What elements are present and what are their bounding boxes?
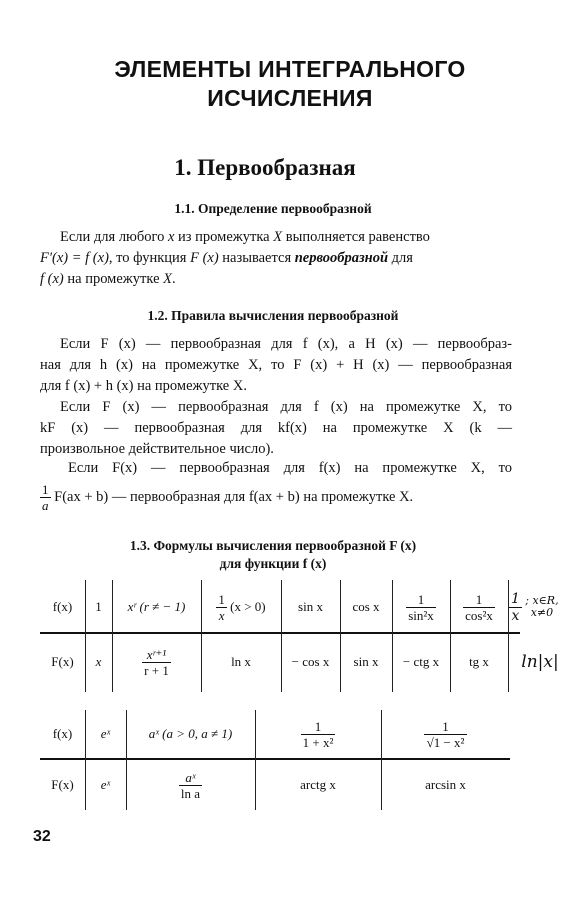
rules-line: kF (x) — первообразная для kf(x) на промежутке X (k — [40,420,512,436]
rules-paragraph-3 [40,458,512,513]
page-number: 32 [33,828,51,845]
rules-line: Если F (x) — первообразная для f (x), а H (x) — первообраз- [60,336,512,352]
rules-line: для f (x) + h (x) на промежутке X. [40,378,247,394]
cell-F-exp: eˣ [100,777,111,792]
cell-f-exp: eˣ [100,726,111,741]
cell-f-inv-cos2 [450,584,508,630]
subsection-title-definition: 1.1. Определение первообразной [174,201,372,216]
cell-f-reciprocal [201,584,281,630]
definition-line-3: f (x) на промежутке X. [40,271,176,287]
cell-f-inv-sin2 [392,584,450,630]
fraction-numerator: aˣ [179,770,202,786]
cell-F-power [112,636,201,688]
condition-text: (x > 0) [230,599,266,614]
cell-F-arcsin: arcsin x [425,777,466,792]
row-label-fx: f(x) [52,599,73,614]
cell-F-neg-cos: − cos x [291,654,330,669]
fraction-numerator: 1 [424,719,467,735]
fraction-denominator: cos²x [465,607,493,623]
fraction-denominator: a [42,498,49,513]
fraction-denominator: √1 − x² [426,734,465,750]
row-label-Fx: F(x) [51,654,74,669]
cell-F-neg-ctg: − ctg x [402,654,440,669]
fraction-numerator: 1 [218,591,225,607]
cell-f-power: xʳ (r ≠ − 1) [127,599,186,614]
table-divider [40,758,510,760]
cell-F-ln: ln x [231,654,251,669]
fraction-numerator: 1 [301,719,336,735]
definition-line-2: F′(x) = f (x), то функция F (x) называется первообразной для [40,250,413,266]
cell-F-sin: sin x [353,654,379,669]
rules-paragraph-2 [40,397,512,460]
rules-line-text: F(ax + b) — первообразная для f(ax + b) на промежутке X. [50,488,414,505]
formulas-title-line-1: 1.3. Формулы вычисления первообразной F (x) [129,538,417,553]
cell-F-arctg: arctg x [300,777,336,792]
fraction-numerator: 1 [406,592,436,608]
fraction-denominator: x [218,607,225,623]
handwritten-note-ln-abs-x: ln|x| [521,652,559,672]
cell-f-inv-sqrt [381,712,510,756]
fraction-numerator: 1 [511,590,520,607]
subsection-title-rules: 1.2. Правила вычисления первообразной [147,308,399,323]
rules-line: произвольное действительное число). [40,441,274,457]
fraction-denominator: r + 1 [144,662,169,678]
cell-f-exp-base-a: aˣ (a > 0, a ≠ 1) [148,726,233,741]
fraction-numerator: 1 [42,482,49,497]
fraction-denominator: x [511,607,520,624]
cell-f-cos: cos x [352,599,380,614]
chapter-title [0,55,580,113]
rules-line-fraction [40,479,512,513]
handwritten-note-inverse-x [509,584,571,630]
definition-line-1: Если для любого x из промежутка X выполняется равенство [60,229,430,245]
cell-f-const: 1 [95,599,102,614]
cell-F-const: x [95,654,102,669]
rules-line: Если F (x) — первообразная для f (x) на промежутке X, то [60,399,512,415]
row-label-fx: f(x) [52,726,73,741]
cell-f-sin: sin x [298,599,323,614]
subsection-title-formulas [0,538,546,572]
row-label-Fx: F(x) [51,777,74,792]
chapter-title-line-1: ЭЛЕМЕНТЫ ИНТЕГРАЛЬНОГО [114,56,466,82]
cell-f-inv-1-plus-x2 [255,712,381,756]
rules-paragraph-1 [40,334,512,397]
formulas-title-line-2: для функции f (x) [219,556,327,571]
section-title: 1. Первообразная [174,155,356,180]
cell-F-exp-base-a [126,762,255,808]
rules-line: Если F(x) — первообразная для f(x) на промежутке X, то [68,460,512,476]
fraction-denominator: sin²x [408,607,434,623]
rules-line: ная для h (x) на промежутке X, то F (x) + H (x) — первообразная [40,357,512,373]
fraction-numerator: xʳ⁺¹ [142,647,171,663]
chapter-title-line-2: ИСЧИСЛЕНИЯ [207,85,373,111]
cell-F-tg: tg x [469,654,489,669]
fraction-numerator: 1 [463,592,495,608]
handwritten-condition: ; x∈R, x≠0 [525,594,559,619]
definition-paragraph [40,227,512,290]
fraction-denominator: ln a [180,785,201,801]
fraction-denominator: 1 + x² [302,734,334,750]
